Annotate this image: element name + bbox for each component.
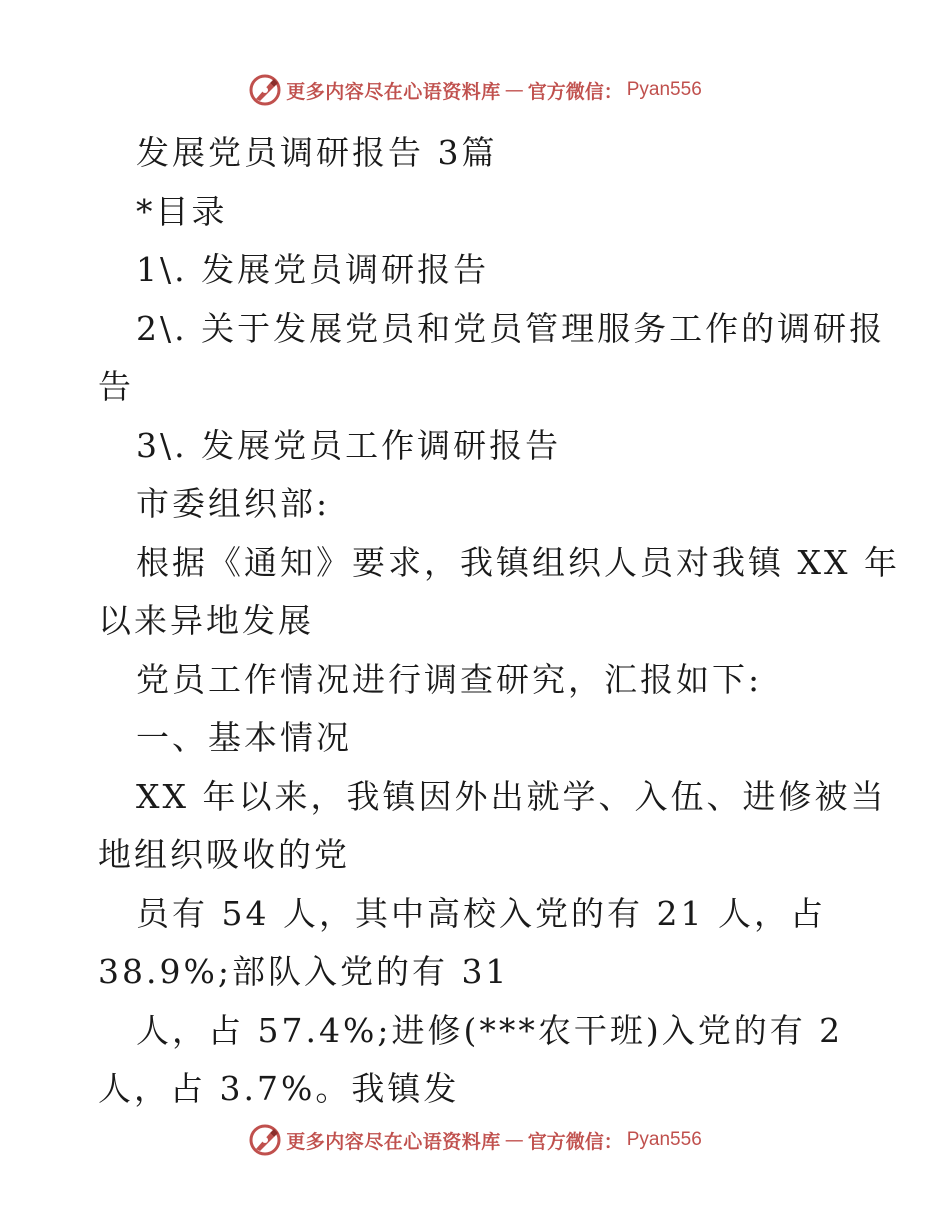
banner-label: 官方微信： [527, 1130, 623, 1153]
paragraph-line: 以来异地发展 [98, 601, 314, 640]
doc-title: 发展党员调研报告 3篇 [136, 133, 498, 172]
paragraph-line: 员有 54 人，其中高校入党的有 21 人，占 [136, 893, 826, 933]
banner-text: 更多内容尽在心语资料库 [286, 80, 501, 103]
toc-item-2-cont: 告 [98, 367, 134, 406]
paragraph-line: 38.9%;部队入党的有 31 [98, 952, 510, 991]
banner-wechat-id: Pyan556 [626, 1129, 702, 1150]
paragraph-line: 人，占 57.4%;进修(***农干班)入党的有 2 [136, 1010, 844, 1050]
paragraph-line: XX 年以来，我镇因外出就学、入伍、进修被当 [136, 776, 887, 816]
header-banner [0, 70, 950, 110]
banner-separator: — [504, 79, 524, 101]
toc-item-3: 3\. 发展党员工作调研报告 [136, 425, 562, 465]
toc-heading: *目录 [136, 191, 228, 231]
banner-separator: — [504, 1129, 524, 1151]
banner-label: 官方微信： [527, 80, 623, 103]
footer-banner-inner [248, 1123, 702, 1157]
banner-text: 更多内容尽在心语资料库 [286, 1130, 501, 1153]
pen-logo-icon [248, 1123, 282, 1157]
footer-banner [0, 1120, 950, 1160]
header-banner-inner [248, 73, 702, 107]
section-heading: 一、基本情况 [136, 718, 352, 757]
paragraph-line: 人，占 3.7%。我镇发 [98, 1069, 460, 1108]
paragraph-line: 地组织吸收的党 [98, 835, 350, 874]
paragraph-line: 党员工作情况进行调查研究，汇报如下: [136, 659, 763, 699]
addressee: 市委组织部: [136, 484, 331, 523]
paragraph-line: 根据《通知》要求，我镇组织人员对我镇 XX 年 [136, 542, 900, 582]
document-body [98, 124, 900, 1119]
toc-item-2: 2\. 关于发展党员和党员管理服务工作的调研报 [136, 308, 886, 348]
pen-logo-icon [248, 73, 282, 107]
toc-item-1: 1\. 发展党员调研报告 [136, 250, 490, 289]
banner-wechat-id: Pyan556 [626, 79, 702, 100]
